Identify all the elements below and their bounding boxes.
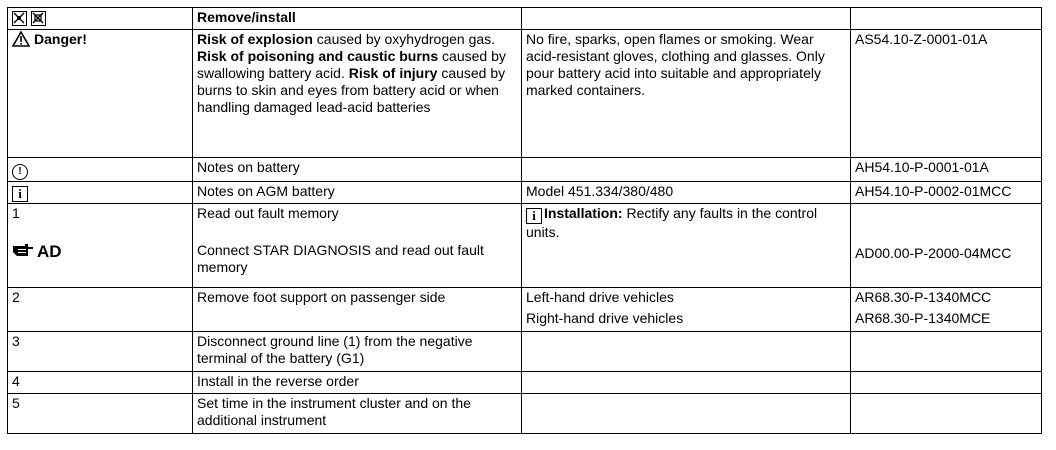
step-5-row xyxy=(8,394,1042,434)
danger-measure: No fire, sparks, open flames or smoking. Wear acid-resistant gloves, clothing and glasses. Only pour battery acid into suitable and appropriately marked containers. xyxy=(522,30,851,158)
notes-battery-ref: AH54.10-P-0001-01A xyxy=(851,158,1042,182)
step-number: 2 xyxy=(8,288,193,332)
step-number: 1 xyxy=(12,205,20,221)
procedure-table xyxy=(7,7,1042,434)
lhd-ref: AR68.30-P-1340MCC xyxy=(855,289,992,305)
info-icon: i xyxy=(526,208,542,224)
rhd-label: Right-hand drive vehicles xyxy=(526,310,684,326)
rhd-ref: AR68.30-P-1340MCE xyxy=(855,310,991,326)
danger-row xyxy=(8,30,1042,158)
step-4-row xyxy=(8,372,1042,394)
step-3-text: Disconnect ground line (1) from the negative terminal of the battery (G1) xyxy=(193,332,522,372)
step-2-row xyxy=(8,288,1042,332)
diagnosis-marker: AD xyxy=(12,242,188,261)
step-3-row xyxy=(8,332,1042,372)
step-1-text: Read out fault memory xyxy=(197,205,339,221)
danger-text: Risk of explosion caused by oxyhydrogen gas. Risk of poisoning and caustic burns caused by swallowing battery acid. Risk of injury caused by burns to skin and eyes from battery acid or when handling damaged lead-acid batteries xyxy=(193,30,522,158)
notes-battery-row xyxy=(8,158,1042,182)
pointing-hand-icon xyxy=(12,242,34,261)
notes-agm-ref: AH54.10-P-0002-01MCC xyxy=(851,182,1042,204)
notes-agm-model: Model 451.334/380/480 xyxy=(522,182,851,204)
battery-note-icon: ! xyxy=(12,164,28,180)
danger-ref: AS54.10-Z-0001-01A xyxy=(851,30,1042,158)
notes-battery-text: Notes on battery xyxy=(193,158,522,182)
step-1-diagnosis-ref: AD00.00-P-2000-04MCC xyxy=(855,245,1012,261)
step-1-row: 1 AD Read out fault memory Connect STAR DIAGNOSIS and read out fault memory i Installation: Rectify any faults in the control units. AD00.00-P-2000-04MCC xyxy=(8,204,1042,288)
step-number: 4 xyxy=(8,372,193,394)
install-icon xyxy=(31,11,46,26)
notes-agm-row xyxy=(8,182,1042,204)
remove-icon xyxy=(12,11,27,26)
step-5-text: Set time in the instrument cluster and on the additional instrument xyxy=(193,394,522,434)
info-icon: i xyxy=(12,186,28,202)
header-row xyxy=(8,8,1042,30)
warning-triangle-icon xyxy=(12,31,30,51)
page-title: Remove/install xyxy=(193,8,522,30)
danger-label: Danger! xyxy=(34,31,87,47)
step-number: 3 xyxy=(8,332,193,372)
step-number: 5 xyxy=(8,394,193,434)
step-4-text: Install in the reverse order xyxy=(193,372,522,394)
step-2-text: Remove foot support on passenger side xyxy=(193,288,522,332)
notes-agm-text: Notes on AGM battery xyxy=(193,182,522,204)
lhd-label: Left-hand drive vehicles xyxy=(526,289,674,305)
step-1-diagnosis-text: Connect STAR DIAGNOSIS and read out fault memory xyxy=(197,242,484,275)
